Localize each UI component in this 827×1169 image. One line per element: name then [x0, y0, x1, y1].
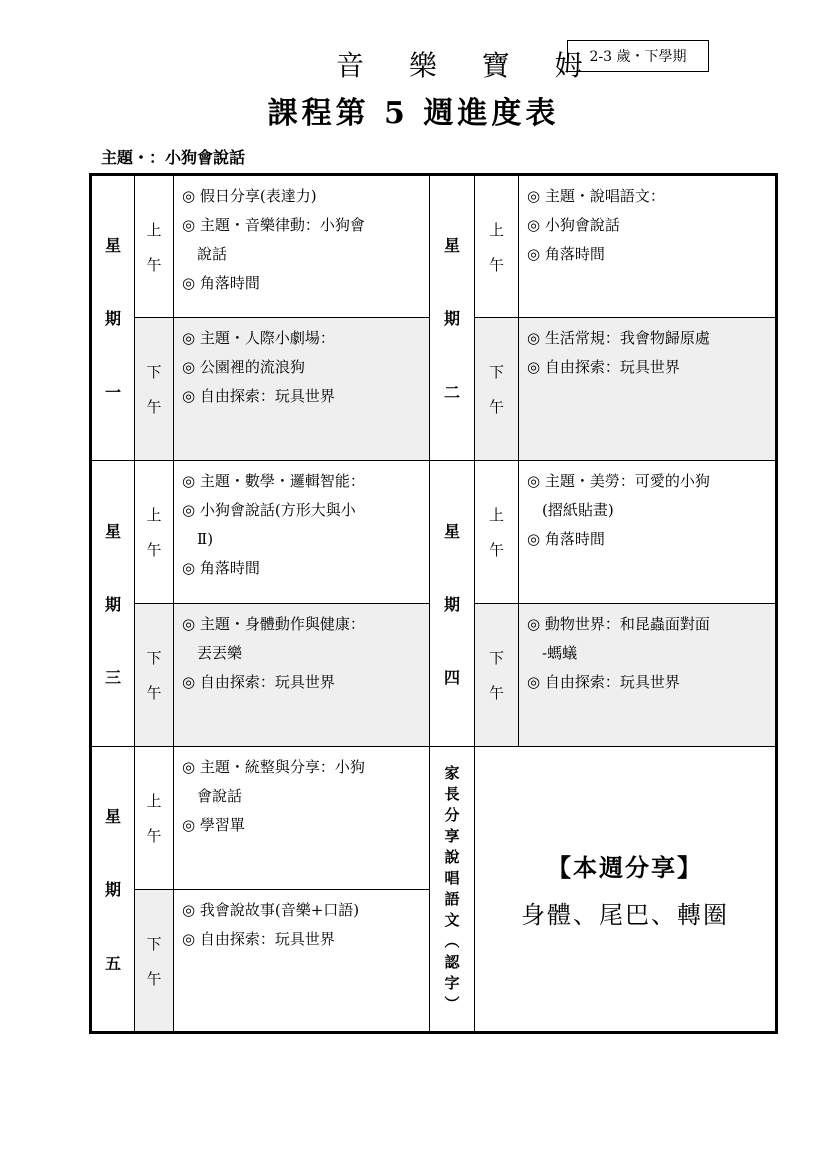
activity-friday-pm: ◎ 我會說故事(音樂+口語) ◎ 自由探索：玩具世界	[174, 890, 430, 1033]
period-am-thursday: 上 午	[475, 461, 519, 604]
activity-monday-pm: ◎ 主題・人際小劇場： ◎ 公園裡的流浪狗 ◎ 自由探索：玩具世界	[174, 318, 430, 461]
day-label-thursday: 星 期 四	[430, 461, 475, 747]
theme-label: 主題・：小狗會說話	[101, 148, 246, 167]
period-pm-tuesday: 下 午	[475, 318, 519, 461]
activity-thursday-pm: ◎ 動物世界：和昆蟲面對面 -螞蟻 ◎ 自由探索：玩具世界	[519, 604, 777, 747]
period-am-wednesday: 上 午	[135, 461, 174, 604]
period-am-friday: 上 午	[135, 747, 174, 890]
weekly-share-panel	[475, 747, 777, 1033]
period-pm-friday: 下 午	[135, 890, 174, 1033]
activity-tuesday-am: ◎ 主題・說唱語文： ◎ 小狗會說話 ◎ 角落時間	[519, 175, 777, 318]
activity-tuesday-pm: ◎ 生活常規：我會物歸原處 ◎ 自由探索：玩具世界	[519, 318, 777, 461]
period-pm-wednesday: 下 午	[135, 604, 174, 747]
activity-friday-am: ◎ 主題・統整與分享：小狗 會說話 ◎ 學習單	[174, 747, 430, 890]
period-pm-thursday: 下 午	[475, 604, 519, 747]
activity-monday-am: ◎ 假日分享(表達力) ◎ 主題・音樂律動：小狗會 說話 ◎ 角落時間	[174, 175, 430, 318]
day-label-wednesday: 星 期 三	[91, 461, 135, 747]
period-am-monday: 上 午	[135, 175, 174, 318]
page-title: 課程第 5 週進度表	[267, 96, 560, 131]
parent-share-label: 家 長 分 享 說 唱 語 文 ︵ 認 字 ︶	[430, 747, 475, 1033]
weekly-share-title: 【本週分享】	[547, 853, 703, 882]
day-label-tuesday: 星 期 二	[430, 175, 475, 461]
day-label-friday: 星 期 五	[91, 747, 135, 1033]
day-label-monday: 星 期 一	[91, 175, 135, 461]
activity-thursday-am: ◎ 主題・美勞：可愛的小狗 (摺紙貼畫) ◎ 角落時間	[519, 461, 777, 604]
weekly-schedule-table	[89, 173, 778, 1034]
activity-wednesday-pm: ◎ 主題・身體動作與健康： 丟丟樂 ◎ 自由探索：玩具世界	[174, 604, 430, 747]
organization-name: 音 樂 寶 姆	[336, 49, 601, 82]
weekly-share-words: 身體、尾巴、轉圈	[521, 901, 729, 929]
age-term-badge: 2-3 歲・下學期	[567, 40, 709, 72]
activity-wednesday-am: ◎ 主題・數學・邏輯智能： ◎ 小狗會說話(方形大與小 Ⅱ) ◎ 角落時間	[174, 461, 430, 604]
period-am-tuesday: 上 午	[475, 175, 519, 318]
period-pm-monday: 下 午	[135, 318, 174, 461]
